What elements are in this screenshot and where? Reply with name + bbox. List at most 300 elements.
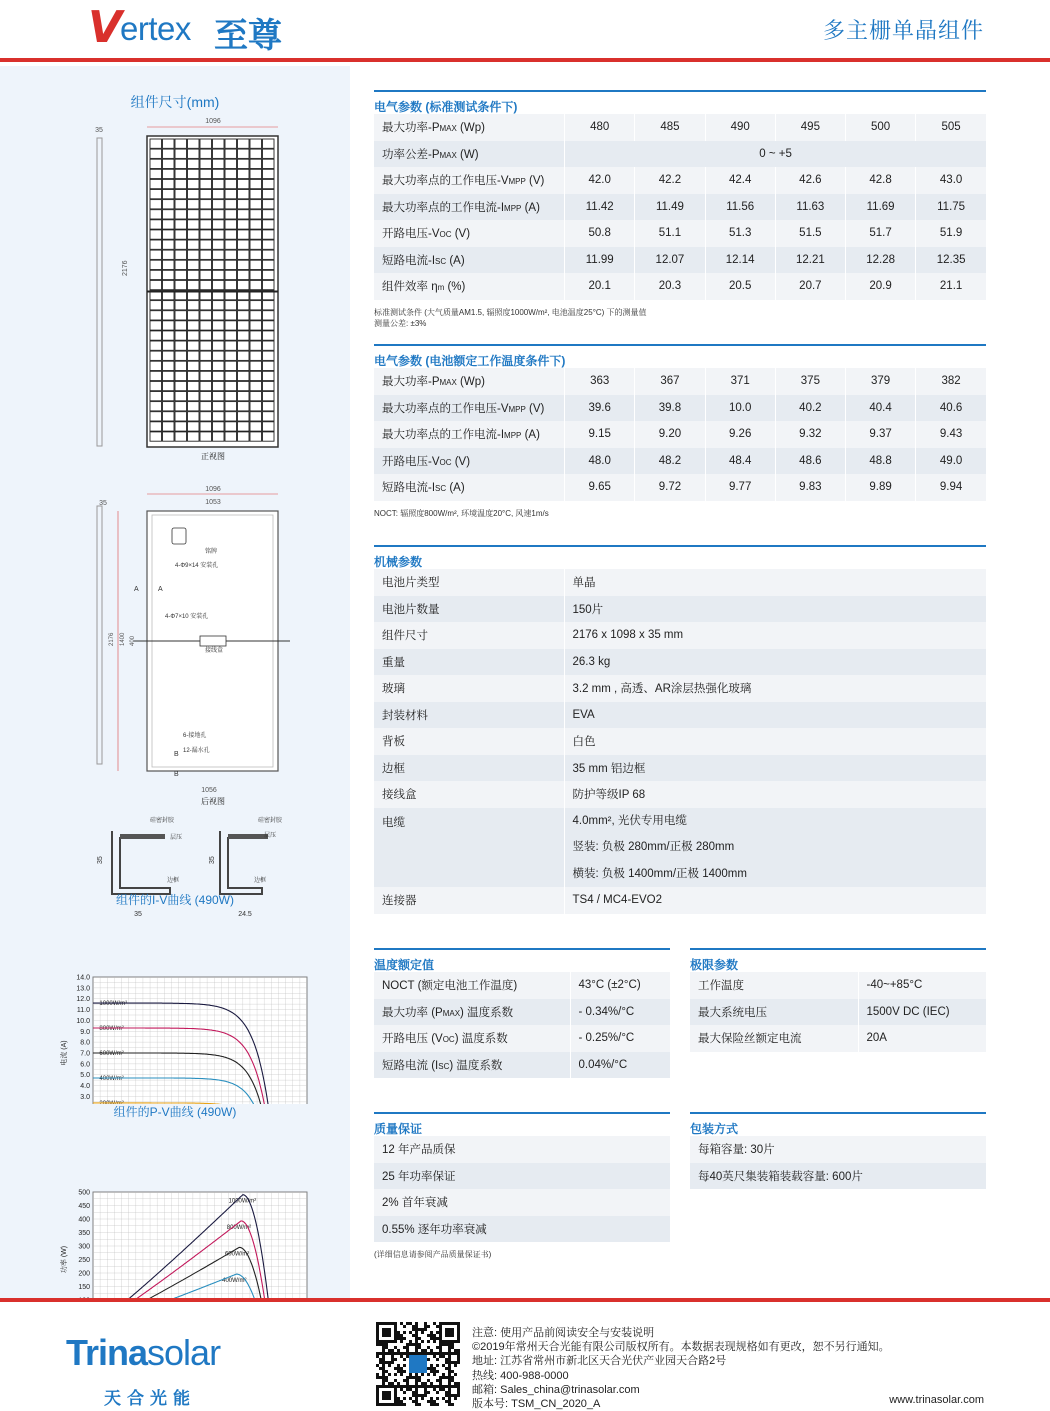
limits-title: 极限参数 [690,948,986,972]
y-tick-label: 6.0 [80,1061,90,1069]
solar-cell [238,311,250,320]
solar-cell [163,341,175,350]
qr-module [439,1382,442,1385]
solar-cell [225,250,237,259]
solar-cell [225,270,237,279]
solar-cell [238,280,250,289]
value-cell: 363 [565,368,635,395]
qr-module [442,1373,445,1376]
param-subscript: MAX [439,124,457,134]
solar-cell [238,179,250,188]
param-label: 组件尺寸 [374,622,564,649]
solar-cell [225,402,237,411]
param-subscript: SC [435,256,447,266]
qr-module [412,1334,415,1337]
value-cell: 375 [775,368,845,395]
param-label: 开路电压-VOC (V) [374,220,565,247]
solar-cell [238,139,250,148]
qr-module [436,1379,439,1382]
solar-cell [263,432,275,441]
qr-module [394,1373,397,1376]
param-label: 组件效率 ηm (%) [374,273,565,300]
solar-cell [250,311,262,320]
table-row [690,999,986,1026]
solar-cell [238,200,250,209]
param-label: 电缆 [374,808,564,888]
qr-module [415,1373,418,1376]
solar-cell [250,149,262,158]
solar-cell [200,230,212,239]
value-cell: 367 [635,368,705,395]
series-label: 600W/m² [99,1051,124,1057]
qr-module [391,1358,394,1361]
solar-cell [263,331,275,340]
qr-module [427,1385,430,1388]
back-dim-1053: 1053 [205,499,221,506]
front-dim-1096: 1096 [205,118,221,125]
solar-cell [225,371,237,380]
value-cell: 12.14 [705,247,775,274]
param-label: 重量 [374,649,564,676]
qr-module [403,1397,406,1400]
qr-module [433,1340,436,1343]
qr-module [436,1385,439,1388]
table-row [374,569,986,596]
solar-cell [238,230,250,239]
section-bb-seal: 硅密封胶 [258,818,283,824]
param-subscript: MAX [439,150,457,160]
solar-cell [150,230,162,239]
table-row [690,972,986,999]
iv-chart [0,904,350,1104]
qr-module [418,1352,421,1355]
qr-module [436,1352,439,1355]
qr-module [415,1346,418,1349]
value-cell: 51.3 [705,220,775,247]
qr-module [451,1379,454,1382]
solar-cell [225,190,237,199]
solar-cell [188,301,200,310]
solar-cell [213,371,225,380]
solar-cell [188,432,200,441]
section-aa-height: 35 [97,856,104,864]
qr-module [400,1403,403,1406]
y-tick-label: 13.0 [76,985,90,993]
solar-cell [250,351,262,360]
solar-cell [213,331,225,340]
solar-cell [188,250,200,259]
solar-cell [163,230,175,239]
solar-cell [263,351,275,360]
table-row [374,141,986,168]
solar-cell [175,341,187,350]
qr-module [418,1337,421,1340]
solar-cell [175,351,187,360]
value-cell: 40.2 [775,395,845,422]
warranty-note: (详细信息请参阅产品质量保证书) [374,1250,492,1259]
qr-module [400,1370,403,1373]
qr-module [409,1385,412,1388]
solar-cell [225,220,237,229]
solar-cell [200,371,212,380]
solar-cell [200,331,212,340]
solar-cell [150,402,162,411]
param-label: 短路电流 (ISC) 温度系数 [374,1052,570,1079]
qr-module [457,1352,460,1355]
dims-title: 组件尺寸(mm) [130,94,220,110]
mech-table [374,569,986,914]
solar-cell [213,230,225,239]
solar-cell [238,250,250,259]
qr-module [451,1370,454,1373]
qr-module [412,1391,415,1394]
qr-module [433,1370,436,1373]
qr-module [433,1385,436,1388]
solar-cell [163,139,175,148]
solar-cell [163,200,175,209]
solar-cell [213,210,225,219]
solar-cell [150,159,162,168]
solar-cell [175,210,187,219]
front-side-profile [97,138,102,446]
trina-logo [66,1332,220,1374]
qr-module [445,1394,448,1397]
solar-cell [163,392,175,401]
solar-cell [175,190,187,199]
section-bb-frame [220,831,262,894]
section-a-left: A [134,586,139,593]
qr-module [451,1394,454,1397]
solar-cell [200,361,212,370]
qr-module [427,1346,430,1349]
solar-cell [250,301,262,310]
qr-module [427,1367,430,1370]
qr-module [397,1331,400,1334]
solar-cell [263,412,275,421]
param-subscript: OC [442,1035,455,1045]
solar-cell [150,240,162,249]
value-cell: 20.1 [565,273,635,300]
solar-cell [150,260,162,269]
table-row [374,728,986,755]
qr-module [427,1373,430,1376]
qr-module [406,1343,409,1346]
solar-cell [188,190,200,199]
value-cell: EVA [564,702,986,729]
qr-module [403,1352,406,1355]
solar-cell [200,159,212,168]
solar-cell [163,169,175,178]
qr-module [454,1364,457,1367]
solar-cell [250,210,262,219]
qr-module [376,1376,379,1379]
solar-cell [238,210,250,219]
qr-module [406,1382,409,1385]
solar-cell [238,331,250,340]
qr-module [424,1328,427,1331]
qr-module [424,1394,427,1397]
param-label: 最大功率-PMAX (Wp) [374,368,565,395]
qr-module [385,1361,388,1364]
solar-cell [150,280,162,289]
solar-cell [213,250,225,259]
qr-module [382,1355,385,1358]
install-hole-label: 4-Φ7×10 安装孔 [165,614,209,620]
qr-module [394,1367,397,1370]
junction-box [200,636,226,646]
solar-cell [175,270,187,279]
value-cell: 20.7 [775,273,845,300]
pv-chart [0,1118,350,1308]
value-cell: 50.8 [565,220,635,247]
jbox-label: 接线盒 [205,648,224,654]
solar-cell [200,250,212,259]
y-tick-label: 150 [78,1284,90,1291]
solar-cell [238,392,250,401]
series-label: 600W/m² [224,1251,250,1258]
qr-module [409,1331,412,1334]
qr-module [400,1334,403,1337]
qr-module [394,1358,397,1361]
value-cell: 48.4 [705,448,775,475]
qr-module [391,1355,394,1358]
footer-line: 版本号: TSM_CN_2020_A [472,1398,601,1411]
solar-cell [175,381,187,390]
qr-module [454,1385,457,1388]
qr-module [430,1334,433,1337]
solar-cell [213,190,225,199]
solar-cell [263,301,275,310]
solar-cell [225,179,237,188]
solar-cell [250,220,262,229]
series-label: 400W/m² [99,1075,124,1082]
value-cell: 3.2 mm , 高透、AR涂层热强化玻璃 [564,675,986,702]
value-cell: 500 [845,114,915,141]
value-cell: 39.6 [565,395,635,422]
param-subscript: m [437,283,445,293]
solar-cell [150,179,162,188]
qr-module [394,1346,397,1349]
value-cell: 20.3 [635,273,705,300]
mount-hole-label: 4-Φ9×14 安装孔 [175,563,219,569]
solar-cell [225,321,237,330]
solar-cell [213,392,225,401]
qr-module [382,1343,385,1346]
qr-module [430,1403,433,1406]
qr-module [436,1403,439,1406]
value-cell: 43°C (±2°C) [570,972,670,999]
solar-cell [238,371,250,380]
qr-module [397,1403,400,1406]
solar-cell [250,240,262,249]
y-tick-label: 4.0 [80,1083,90,1091]
qr-module [415,1403,418,1406]
solar-cell [213,361,225,370]
qr-module [391,1349,394,1352]
value-cell: 480 [565,114,635,141]
qr-module [400,1385,403,1388]
qr-module [382,1364,385,1367]
qr-module [457,1349,460,1352]
footer-line: 注意: 使用产品前阅读安全与安装说明 [472,1327,655,1339]
param-subscript: MAX [439,378,457,388]
solar-cell [225,280,237,289]
solar-cell [250,392,262,401]
solar-cell [163,149,175,158]
qr-module [376,1373,379,1376]
solar-cell [263,159,275,168]
qr-module [457,1358,460,1361]
back-dim-2176: 2176 [109,632,115,646]
qr-module [433,1355,436,1358]
value-cell: 9.43 [916,421,986,448]
qr-module [448,1382,451,1385]
solar-cell [250,341,262,350]
front-view-label: 正视图 [201,452,225,461]
value-cell: 9.65 [565,474,635,501]
qr-module [442,1376,445,1379]
solar-cell [188,270,200,279]
solar-cell [225,169,237,178]
solar-cell [225,412,237,421]
solar-cell [225,260,237,269]
qr-module [430,1364,433,1367]
solar-cell [175,371,187,380]
qr-module [385,1376,388,1379]
qr-module [442,1397,445,1400]
qr-module [451,1343,454,1346]
table-row [374,972,670,999]
solar-cell [238,412,250,421]
solar-cell [250,361,262,370]
solar-cell [238,270,250,279]
qr-module [415,1352,418,1355]
solar-cell [213,179,225,188]
qr-module [415,1382,418,1385]
qr-module [400,1367,403,1370]
table-row [374,1052,670,1079]
qr-module [448,1349,451,1352]
vertex-logo-v: V [88,2,123,53]
packing-section [690,1112,986,1189]
solar-cell [150,210,162,219]
param-label: 最大功率-PMAX (Wp) [374,114,565,141]
qr-module [421,1352,424,1355]
qr-module [379,1358,382,1361]
solar-cell [263,311,275,320]
qr-module [436,1391,439,1394]
y-axis-label: 电流 (A) [61,1040,68,1066]
qr-module [403,1385,406,1388]
solar-cell [213,260,225,269]
qr-module [397,1334,400,1337]
solar-cell [213,270,225,279]
qr-module [430,1370,433,1373]
solar-cell [188,139,200,148]
qr-module [382,1367,385,1370]
solar-cell [263,381,275,390]
qr-module [379,1343,382,1346]
solar-cell [250,190,262,199]
qr-module [397,1352,400,1355]
value-cell: 12.35 [916,247,986,274]
temp-table [374,972,670,1078]
stc-title: 电气参数 (标准测试条件下) [374,90,986,114]
solar-cell [250,250,262,259]
qr-module [442,1343,445,1346]
value-cell: 42.8 [845,167,915,194]
param-label: 开路电压 (VOC) 温度系数 [374,1025,570,1052]
value-cell: 51.5 [775,220,845,247]
solar-cell [238,149,250,158]
param-label: 电池片类型 [374,569,564,596]
qr-module [433,1403,436,1406]
value-cell: 40.6 [916,395,986,422]
value-cell: 40.4 [845,395,915,422]
qr-module [397,1382,400,1385]
qr-module [433,1388,436,1391]
mech-title: 机械参数 [374,545,986,569]
value-cell: 495 [775,114,845,141]
qr-module [382,1379,385,1382]
table-row [374,114,986,141]
solar-cell [150,331,162,340]
temp-title: 温度额定值 [374,948,670,972]
solar-cell [213,321,225,330]
solar-cell [188,392,200,401]
qr-module [430,1367,433,1370]
qr-module [436,1325,439,1328]
website-link[interactable]: www.trinasolar.com [889,1394,984,1406]
qr-module [448,1367,451,1370]
qr-module [385,1352,388,1355]
solar-cell [150,220,162,229]
iv-chart-title: 组件的I-V曲线 (490W) [115,893,234,907]
solar-cell [238,240,250,249]
warranty-section [374,1112,670,1260]
qr-module [403,1364,406,1367]
value-cell: 9.20 [635,421,705,448]
solar-cell [225,311,237,320]
trina-logo-a: Trina [66,1332,148,1373]
qr-module [457,1355,460,1358]
limits-section [690,948,986,1052]
param-label: 最大保险丝额定电流 [690,1025,858,1052]
qr-module [385,1379,388,1382]
solar-cell [213,301,225,310]
param-label: 接线盒 [374,781,564,808]
solar-cell [250,321,262,330]
solar-cell [225,139,237,148]
solar-cell [175,240,187,249]
qr-module [448,1352,451,1355]
solar-cell [263,260,275,269]
solar-cell [225,392,237,401]
qr-module [451,1352,454,1355]
qr-module [433,1337,436,1340]
qr-module [415,1322,418,1325]
qr-module [415,1385,418,1388]
table-row [374,755,986,782]
solar-cell [250,381,262,390]
back-dim-400: 400 [130,635,136,646]
value-cell: 2176 x 1098 x 35 mm [564,622,986,649]
param-label: 电池片数量 [374,596,564,623]
solar-cell [225,149,237,158]
solar-cell [200,220,212,229]
solar-cell [175,392,187,401]
value-cell: 防护等级IP 68 [564,781,986,808]
